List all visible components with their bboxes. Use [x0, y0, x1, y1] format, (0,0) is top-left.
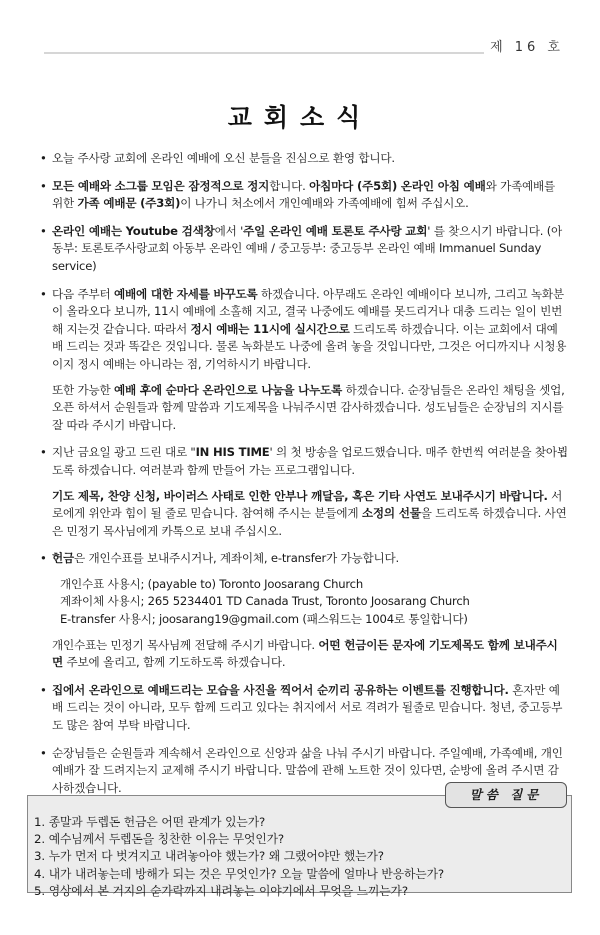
bold-text: 예배 후에 순마다 온라인으로 나눔을 나누도록 [113, 382, 343, 397]
news-text: 순장님들은 순원들과 계속해서 온라인으로 신앙과 삶을 나눠 주시기 바랍니다. 주일예배, 가족예배, 개인예배가 잘 드려지는지 교제해 주시기 바랍니다. 말씀에 관해 노트한 것이 있다면, 순방에 올려 주시면 감사하겠습니다. [52, 745, 563, 795]
news-text: 오늘 주사랑 교회에 온라인 예배에 오신 분들을 진심으로 환영 합니다. [52, 151, 395, 165]
offering-e-transfer: E-transfer 사용시; joosarang19@gmail.com (패스워드는 1004로 통일합니다) [60, 612, 468, 627]
bold-text: 아침마다 (주5회) 온라인 아침 예배 [309, 178, 486, 193]
news-item-offering [40, 550, 568, 568]
header-rule [44, 52, 484, 54]
news-item-worship-suspension [40, 178, 568, 213]
news-text: 주보에 올리고, 함께 기도하도록 하겠습니다. [63, 655, 286, 670]
news-text: 에서 ' [214, 223, 244, 238]
news-text: ' 를 찾으시기 바랍니다. (아동부: 토론토주사랑교회 아동부 온라인 예배 / 중고등부: 중고등부 온라인 예배 Immanuel Sunday service) [52, 223, 563, 273]
news-text: 합니다. [269, 178, 310, 193]
news-item-youtube [40, 223, 568, 276]
news-text: 다음 주부터 [52, 286, 114, 301]
sermon-questions-tag: 말씀 질문 [445, 782, 567, 808]
question-item: 5. 영상에서 본 거지의 숟가락까지 내려놓는 이야기에서 무엇을 느끼는가? [34, 883, 408, 898]
news-text: 지난 금요일 광고 드린 대로 " [52, 445, 196, 460]
bold-text: 어떤 헌금이든 문자에 기도제목도 함께 보내주시면 [52, 637, 558, 670]
question-item: 2. 예수님께서 두렙돈을 칭찬한 이유는 무엇인가? [34, 832, 285, 847]
news-text: 와 가족예배를 위한 [52, 178, 556, 211]
news-text: 이 나가니 처소에서 개인예배와 가족예배에 힘써 주십시오. [180, 196, 469, 211]
news-text: ' 의 첫 방송을 업로드했습니다. 매주 한번씩 여러분을 찾아뵙도록 하겠습니다. 여러분과 함께 만들어 가는 프로그램입니다. [52, 445, 568, 477]
news-text: 을 드리도록 하겠습니다. 사연은 민정기 목사님에게 카톡으로 보내 주십시오. [52, 506, 567, 538]
news-item-welcome [40, 150, 568, 168]
bold-text: 모든 예배와 소그룹 모임은 잠정적으로 정지 [52, 178, 270, 193]
bold-text: 소정의 선물 [361, 506, 421, 521]
news-item-online-sharing [40, 382, 568, 435]
sermon-questions-box [27, 787, 572, 898]
offering-bank-transfer: 계좌이체 사용시; 265 5234401 TD Canada Trust, Toronto Joosarang Church [60, 594, 470, 609]
news-item-in-his-time [40, 444, 568, 479]
question-item: 4. 내가 내려놓는데 방해가 되는 것은 무엇인가? 오늘 말씀에 얼마나 반응하는가? [34, 866, 445, 881]
bold-text: 집에서 온라인으로 예배드리는 모습을 사진을 찍어서 순끼리 공유하는 이벤트를 진행합니다. [52, 682, 509, 697]
news-item-worship-attitude [40, 286, 568, 374]
news-item-offering-note [40, 637, 568, 672]
issue-number: 제 16 호 [490, 40, 564, 55]
news-text: 하겠습니다. 아무래도 온라인 예배이다 보니까, 그리고 녹화분이 올라오다 보니까, 11시 예배에 소홀해 지고, 결국 나중에도 예배를 못드리거나 대충 드리는 일이 빈번해 지는것 같습니다. 따라서 [52, 286, 564, 336]
question-item: 3. 누가 먼저 다 벗겨지고 내려놓아야 했는가? 왜 그랬어야만 했는가? [34, 849, 384, 864]
news-text: 개인수표는 민정기 목사님께 전달해 주시기 바랍니다. [52, 637, 319, 652]
news-text: 드리도록 하겠습니다. 이는 교회에서 대예배 드리는 것과 똑같은 것입니다. 물론 녹화분도 나중에 올려 놓을 것입니다만, 그것은 어디까지나 시청용이지 정시 예배는 아니라는 점, 기억하시기 바랍니다. [52, 321, 567, 371]
news-text: 하겠습니다. 순장님들은 온라인 채팅을 셋업, 오픈 하셔서 순원들과 함께 말씀과 기도제목을 나눠주시면 감사하겠습니다. 성도님들은 순장님의 지시를 잘 따라 주시기 바랍니다. [52, 382, 565, 432]
offering-cheque: 개인수표 사용시; (payable to) Toronto Joosarang Church [60, 576, 363, 591]
bold-text: IN HIS TIME [195, 445, 270, 460]
news-item-photo-event [40, 682, 568, 735]
page-title: 교회소식 [227, 103, 373, 132]
news-text: 또한 가능한 [52, 382, 114, 397]
bold-text: 헌금 [52, 551, 74, 566]
bold-text: 예배에 대한 자세를 바꾸도록 [113, 286, 258, 301]
bold-text: 온라인 예배는 Youtube 검색창 [52, 223, 215, 238]
news-list [40, 150, 568, 797]
question-item: 1. 종말과 두렙돈 헌금은 어떤 관계가 있는가? [34, 815, 266, 829]
bold-text: 가족 예배문 (주3회) [77, 196, 181, 211]
news-item-prayer-requests [40, 488, 568, 541]
news-text: 서로에게 위안과 힘이 될 줄로 믿습니다. 참여해 주시는 분들에게 [52, 488, 563, 521]
bold-text: 주일 온라인 예배 토론토 주사랑 교회 [243, 223, 428, 238]
news-text: 은 개인수표를 보내주시거나, 계좌이체, e-transfer가 가능합니다. [74, 551, 399, 566]
news-text: 혼자만 예배 드리는 것이 아니라, 모두 함께 드리고 있다는 취지에서 서로 격려가 될줄로 믿습니다. 청년, 중고등부도 많은 참여 부탁 바랍니다. [52, 682, 563, 733]
bold-text: 기도 제목, 찬양 신청, 바이러스 사태로 인한 안부나 깨달음, 혹은 기타 사연도 보내주시기 바랍니다. [52, 488, 548, 503]
bold-text: 정시 예배는 11시에 실시간으로 [190, 321, 350, 336]
